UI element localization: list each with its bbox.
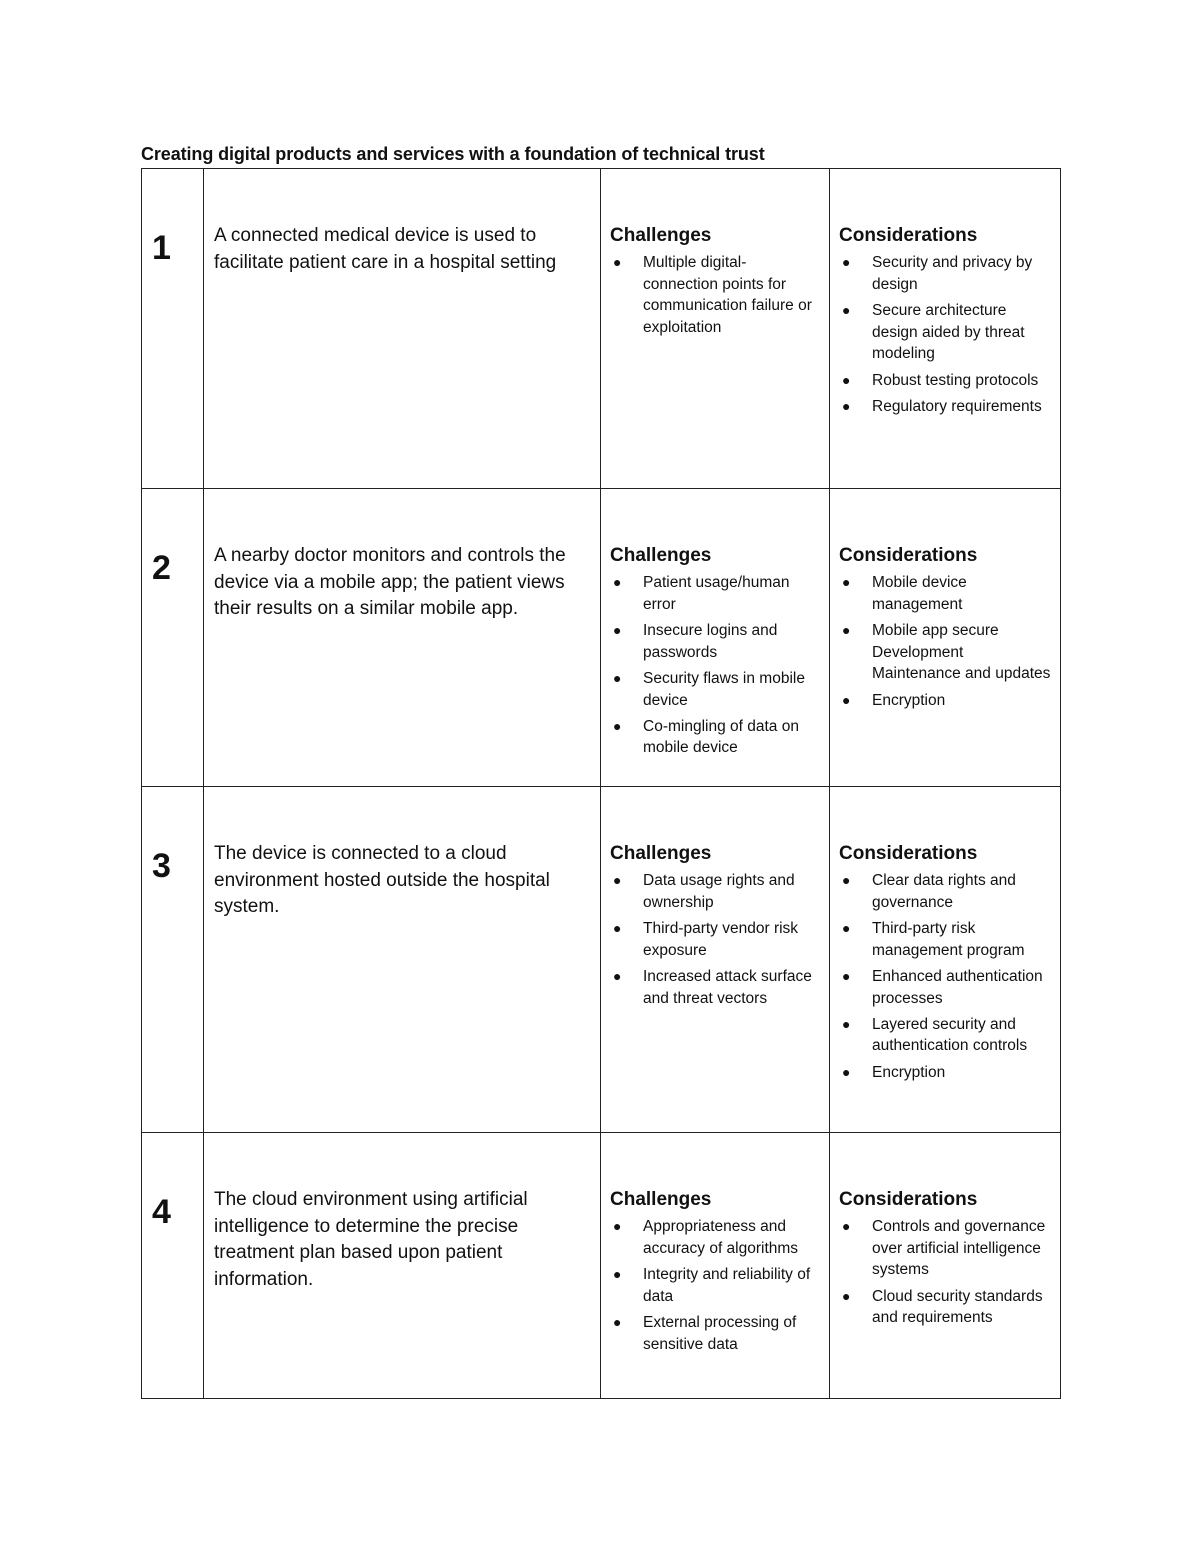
considerations-cell [830, 169, 1061, 489]
list-item [839, 396, 1052, 418]
challenges-list [610, 1216, 821, 1355]
list-item [839, 252, 1052, 295]
bullet-icon: ● [613, 919, 622, 936]
list-item [839, 572, 1052, 615]
list-item-text: Encryption [872, 1063, 946, 1081]
list-item-text: Mobile device management [872, 574, 967, 613]
bullet-icon: ● [842, 397, 851, 414]
challenges-cell [601, 169, 830, 489]
scenario-description: The device is connected to a cloud environment hosted outside the hospital system. [214, 843, 550, 917]
list-item-text: Integrity and reliability of data [643, 1265, 811, 1305]
bullet-icon: ● [842, 967, 851, 984]
bullet-icon: ● [613, 1313, 622, 1330]
list-item-text: Enhanced authentication processes [872, 967, 1043, 1007]
bullet-icon: ● [613, 254, 622, 270]
challenges-list [610, 870, 821, 1009]
list-item [610, 668, 821, 711]
list-item-text: Layered security and authentication controls [872, 1015, 1028, 1055]
list-item-text: Controls and governance over artificial intelligence systems [872, 1218, 1046, 1279]
list-item [839, 1014, 1052, 1057]
list-item [839, 870, 1052, 913]
table-row [142, 169, 1061, 489]
list-item-text: Third-party risk management program [872, 919, 1025, 959]
considerations-heading: Considerations [839, 1189, 978, 1210]
list-item [839, 1062, 1052, 1084]
considerations-list [839, 252, 1052, 417]
list-item-text: Multiple digital-connection points for communication failure or exploitation [643, 254, 812, 337]
row-number: 1 [152, 229, 171, 267]
list-item [610, 716, 821, 759]
scenario-description: A connected medical device is used to facilitate patient care in a hospital setting [214, 225, 557, 273]
bullet-icon: ● [842, 919, 851, 936]
list-item-text: Encryption [872, 691, 946, 709]
page-title: Creating digital products and services with a foundation of technical trust [141, 144, 765, 164]
list-item [610, 572, 821, 615]
bullet-icon: ● [842, 574, 851, 590]
row-number: 2 [152, 549, 171, 587]
bullet-icon: ● [842, 1015, 851, 1032]
considerations-cell [830, 787, 1061, 1133]
list-item-text: Co-mingling of data on mobile device [643, 717, 799, 757]
bullet-icon: ● [842, 872, 851, 888]
row-number-cell [142, 489, 204, 787]
list-item [839, 966, 1052, 1009]
list-item [610, 1216, 821, 1259]
table-row [142, 787, 1061, 1133]
bullet-icon: ● [613, 621, 622, 638]
considerations-heading: Considerations [839, 225, 978, 246]
bullet-icon: ● [842, 301, 851, 318]
considerations-heading: Considerations [839, 843, 978, 864]
list-item [610, 918, 821, 961]
list-item-text: Data usage rights and ownership [643, 872, 795, 911]
list-item [610, 1264, 821, 1307]
list-item-text: Third-party vendor risk exposure [643, 919, 799, 959]
challenges-list [610, 572, 821, 759]
row-number: 4 [152, 1193, 171, 1231]
list-item [839, 300, 1052, 365]
list-item [610, 1312, 821, 1355]
bullet-icon: ● [842, 371, 851, 388]
challenges-heading: Challenges [610, 1189, 712, 1210]
list-item-text: Appropriateness and accuracy of algorithms [643, 1218, 799, 1257]
list-item [839, 1216, 1052, 1281]
considerations-heading: Considerations [839, 545, 978, 566]
bullet-icon: ● [613, 967, 622, 984]
bullet-icon: ● [842, 1218, 851, 1234]
bullet-icon: ● [842, 1287, 851, 1304]
challenges-cell [601, 1133, 830, 1399]
list-item-text: Security and privacy by design [872, 254, 1033, 293]
list-item-text: Cloud security standards and requirements [872, 1287, 1043, 1327]
list-item [839, 620, 1052, 685]
list-item [610, 870, 821, 913]
considerations-cell [830, 489, 1061, 787]
scenario-description: A nearby doctor monitors and controls the device via a mobile app; the patient views their results on a similar mobile app. [214, 545, 566, 619]
row-number: 3 [152, 847, 171, 885]
description-cell [204, 1133, 601, 1399]
bullet-icon: ● [613, 872, 622, 888]
scenario-table [141, 168, 1061, 1399]
bullet-icon: ● [842, 691, 851, 708]
list-item-text: External processing of sensitive data [643, 1313, 797, 1353]
list-item [610, 252, 821, 339]
list-item-text: Mobile app secure Development Maintenance and updates [872, 621, 1051, 683]
bullet-icon: ● [613, 1218, 622, 1234]
list-item-text: Security flaws in mobile device [643, 669, 805, 709]
row-number-cell [142, 1133, 204, 1399]
bullet-icon: ● [842, 621, 851, 638]
list-item [610, 620, 821, 663]
challenges-heading: Challenges [610, 545, 712, 566]
table-row [142, 1133, 1061, 1399]
row-number-cell [142, 169, 204, 489]
challenges-list [610, 252, 821, 339]
list-item-text: Insecure logins and passwords [643, 621, 778, 661]
list-item [839, 1286, 1052, 1329]
considerations-list [839, 870, 1052, 1083]
list-item-text: Increased attack surface and threat vectors [643, 967, 812, 1007]
scenario-description: The cloud environment using artificial intelligence to determine the precise treatment plan based upon patient information. [214, 1189, 528, 1290]
challenges-cell [601, 787, 830, 1133]
bullet-icon: ● [613, 717, 622, 734]
considerations-cell [830, 1133, 1061, 1399]
list-item-text: Robust testing protocols [872, 371, 1039, 389]
challenges-cell [601, 489, 830, 787]
bullet-icon: ● [613, 1265, 622, 1282]
list-item [839, 370, 1052, 392]
list-item [839, 918, 1052, 961]
list-item-text: Patient usage/human error [643, 574, 790, 613]
bullet-icon: ● [613, 574, 622, 590]
challenges-heading: Challenges [610, 843, 712, 864]
bullet-icon: ● [613, 669, 622, 686]
list-item-text: Secure architecture design aided by threat modeling [872, 301, 1025, 363]
row-number-cell [142, 787, 204, 1133]
considerations-list [839, 572, 1052, 711]
description-cell [204, 489, 601, 787]
description-cell [204, 169, 601, 489]
considerations-list [839, 1216, 1052, 1329]
bullet-icon: ● [842, 1063, 851, 1080]
list-item [839, 690, 1052, 712]
description-cell [204, 787, 601, 1133]
bullet-icon: ● [842, 254, 851, 270]
list-item [610, 966, 821, 1009]
challenges-heading: Challenges [610, 225, 712, 246]
list-item-text: Clear data rights and governance [872, 872, 1016, 911]
list-item-text: Regulatory requirements [872, 397, 1042, 415]
table-row [142, 489, 1061, 787]
